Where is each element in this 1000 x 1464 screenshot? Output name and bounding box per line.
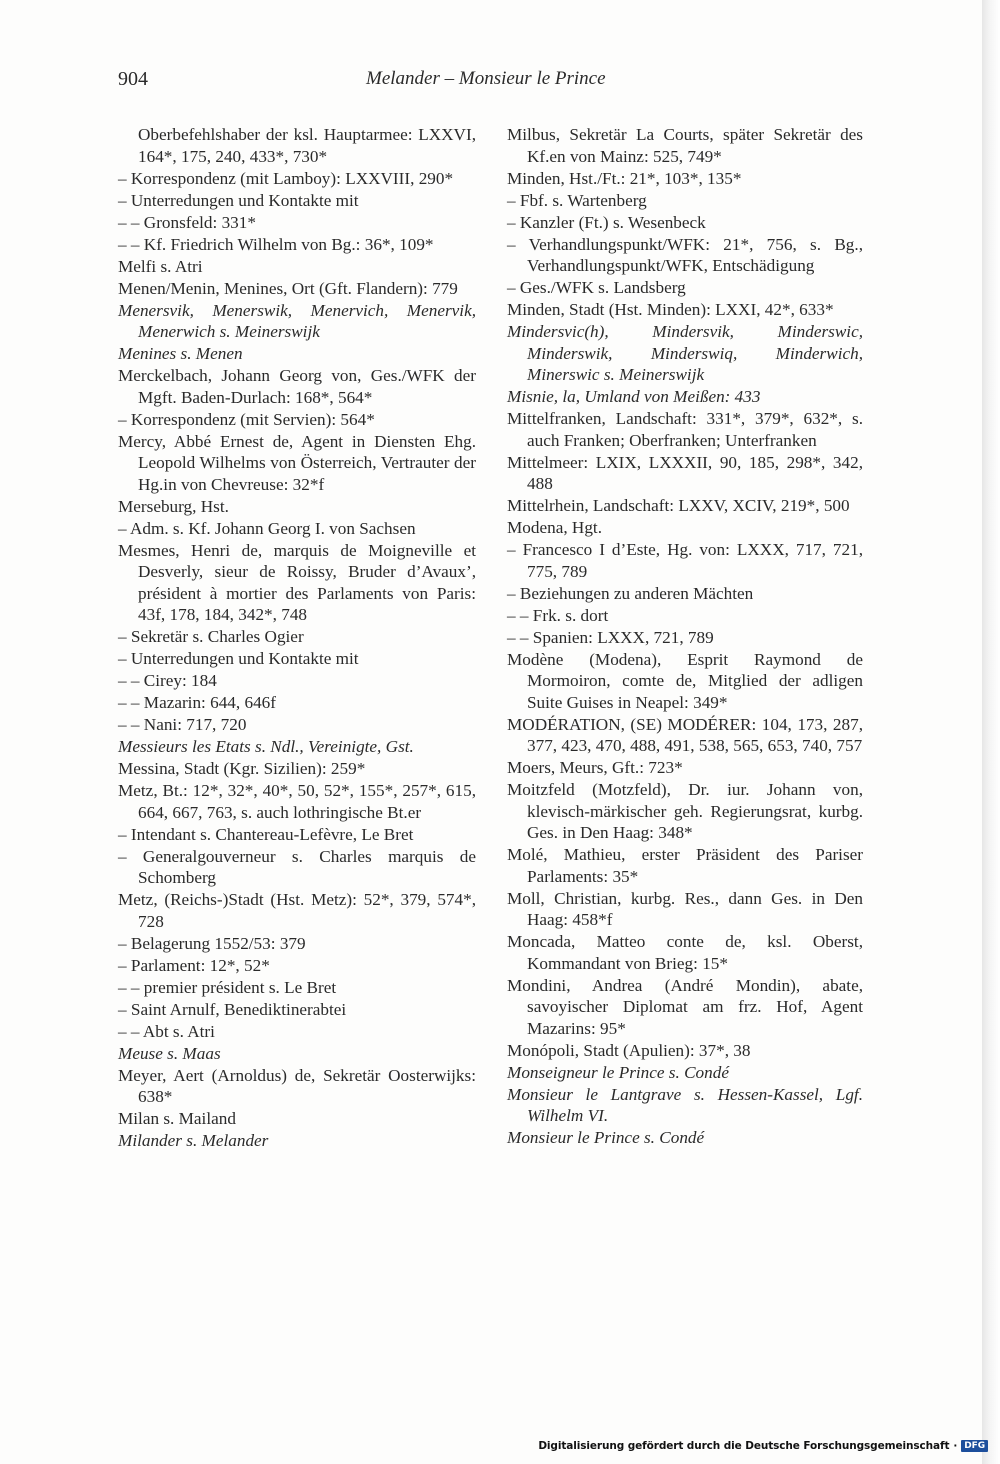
index-entry: MODÉRATION, (SE) MODÉRER: 104, 173, 287, 377, 423, 470, 488, 491, 538, 565, 653, 740, 757 (507, 714, 863, 755)
index-entry: Messina, Stadt (Kgr. Sizilien): 259* (118, 759, 366, 778)
index-entry: Moll, Christian, kurbg. Res., dann Ges. in Den Haag: 458*f (507, 888, 863, 929)
index-subentry: – – Gronsfeld: 331* (118, 212, 256, 232)
dfg-logo: DFG (961, 1440, 988, 1452)
index-subentry: – Korrespondenz (mit Lamboy): LXXVIII, 290* (118, 168, 454, 188)
index-subentry: – Beziehungen zu anderen Mächten (507, 583, 754, 603)
footer-separator: · (953, 1440, 958, 1452)
index-subentry: – – Cirey: 184 (118, 671, 217, 690)
index-entry: Moncada, Matteo conte de, ksl. Oberst, Kommandant von Brieg: 15* (507, 932, 863, 973)
index-column-left (118, 124, 476, 1152)
index-entry: Mercy, Abbé Ernest de, Agent in Diensten Ehg. Leopold Wilhelms von Österreich, Vertrauter der Hg.in von Chevreuse: 32*f (118, 431, 476, 494)
index-entry: Milbus, Sekretär La Courts, später Sekretär des Kf.en von Mainz: 525, 749* (507, 125, 863, 166)
index-subentry: – Belagerung 1552/53: 379 (118, 933, 306, 953)
index-entry: Monseigneur le Prince s. Condé (507, 1062, 729, 1082)
index-entry: Monópoli, Stadt (Apulien): 37*, 38 (507, 1040, 751, 1060)
index-subentry: – Unterredungen und Kontakte mit (118, 649, 359, 668)
index-entry: Meyer, Aert (Arnoldus) de, Sekretär Oosterwijks: 638* (118, 1065, 476, 1106)
index-entry: Mindersvic(h), Mindersvik, Minderswic, Minderswik, Minderswiq, Minderwich, Minerswic s. Meinerswijk (507, 322, 863, 384)
index-entry: Menen/Menin, Menines, Ort (Gft. Flandern): 779 (118, 278, 458, 298)
index-subentry: – Saint Arnulf, Benediktinerabtei (118, 999, 347, 1019)
footer-text: Digitalisierung gefördert durch die Deutsche Forschungsgemeinschaft (538, 1440, 950, 1452)
index-entry: Mondini, Andrea (André Mondin), abate, savoyischer Diplomat am frz. Hof, Agent Mazarins: 95* (507, 975, 863, 1038)
index-entry: Minden, Hst./Ft.: 21*, 103*, 135* (507, 168, 742, 188)
index-subentry: – – Frk. s. dort (507, 605, 609, 625)
index-entry: Milander s. Melander (118, 1131, 269, 1150)
index-entry: Metz, Bt.: 12*, 32*, 40*, 50, 52*, 155*, 257*, 615, 664, 667, 763, s. auch lothringische Bt.er (118, 781, 476, 822)
index-entry: Modena, Hgt. (507, 518, 602, 537)
index-entry: Moitzfeld (Motzfeld), Dr. iur. Johann von, klevisch-märkischer geh. Regierungsrat, kurbg. Ges. in Den Haag: 348* (507, 780, 863, 842)
index-subentry: – Kanzler (Ft.) s. Wesenbeck (507, 212, 706, 232)
index-entry: Mesmes, Henri de, marquis de Moigneville et Desverly, sieur de Roissy, Bruder d’Avaux’, président à mortier des Parlaments von Paris: 43f, 178, 184, 342*, 748 (118, 540, 476, 624)
running-title: Melander – Monsieur le Prince (366, 68, 606, 89)
index-entry: Monsieur le Prince s. Condé (507, 1128, 705, 1147)
index-subentry: – – Nani: 717, 720 (118, 715, 247, 734)
index-subentry: – – Mazarin: 644, 646f (118, 693, 276, 712)
index-subentry: – Parlament: 12*, 52* (118, 955, 270, 975)
index-subentry: – – Abt s. Atri (118, 1021, 215, 1041)
index-entry: Menines s. Menen (118, 344, 243, 363)
index-subentry: – Ges./WFK s. Landsberg (507, 278, 686, 297)
index-subentry: – Sekretär s. Charles Ogier (118, 627, 304, 646)
index-entry: Oberbefehlshaber der ksl. Hauptarmee: LXXVI, 164*, 175, 240, 433*, 730* (138, 125, 476, 166)
index-entry: Melfi s. Atri (118, 256, 203, 276)
index-subentry: – – Kf. Friedrich Wilhelm von Bg.: 36*, 109* (118, 234, 434, 254)
index-entry: Minden, Stadt (Hst. Minden): LXXI, 42*, 633* (507, 300, 834, 319)
index-subentry: – Unterredungen und Kontakte mit (118, 190, 359, 210)
index-entry: Mittelrhein, Landschaft: LXXV, XCIV, 219*, 500 (507, 496, 850, 515)
index-subentry: – Francesco I d’Este, Hg. von: LXXX, 717, 721, 775, 789 (507, 540, 863, 581)
page-header (118, 68, 868, 98)
index-entry: Menersvik, Menerswik, Menervich, Menervik, Menerwich s. Meinerswijk (118, 300, 476, 341)
index-entry: Monsieur le Lantgrave s. Hessen-Kassel, Lgf. Wilhelm VI. (507, 1084, 863, 1125)
index-entry: Modène (Modena), Esprit Raymond de Mormoiron, comte de, Mitglied der adligen Suite Guises in Neapel: 349* (507, 649, 863, 712)
index-subentry: – – Spanien: LXXX, 721, 789 (507, 627, 714, 647)
page-edge-shadow (982, 0, 1000, 1464)
index-subentry: – Intendant s. Chantereau-Lefèvre, Le Bret (118, 824, 414, 844)
index-column-right (507, 124, 863, 1149)
index-entry: Metz, (Reichs-)Stadt (Hst. Metz): 52*, 379, 574*, 728 (118, 890, 476, 931)
index-subentry: – Generalgouverneur s. Charles marquis de Schomberg (118, 846, 476, 887)
index-entry: Misnie, la, Umland von Meißen: 433 (507, 387, 761, 406)
index-subentry: – Korrespondenz (mit Servien): 564* (118, 409, 375, 429)
index-entry: Merseburg, Hst. (118, 496, 229, 516)
index-entry: Molé, Mathieu, erster Präsident des Pariser Parlaments: 35* (507, 845, 863, 886)
page-number: 904 (118, 68, 148, 90)
index-entry: Merckelbach, Johann Georg von, Ges./WFK der Mgft. Baden-Durlach: 168*, 564* (118, 366, 476, 407)
index-subentry: – Adm. s. Kf. Johann Georg I. von Sachsen (118, 518, 416, 538)
index-entry: Mittelmeer: LXIX, LXXXII, 90, 185, 298*, 342, 488 (507, 452, 863, 493)
digitization-footer (538, 1440, 988, 1452)
index-entry: Moers, Meurs, Gft.: 723* (507, 758, 683, 777)
index-entry: Milan s. Mailand (118, 1109, 236, 1128)
index-subentry: – Verhandlungspunkt/WFK: 21*, 756, s. Bg., Verhandlungspunkt/WFK, Entschädigung (507, 234, 863, 275)
index-subentry: – Fbf. s. Wartenberg (507, 190, 647, 210)
index-entry: Messieurs les Etats s. Ndl., Vereinigte, Gst. (118, 737, 414, 756)
index-entry: Meuse s. Maas (118, 1043, 221, 1063)
index-entry: Mittelfranken, Landschaft: 331*, 379*, 632*, s. auch Franken; Oberfranken; Unterfranken (507, 409, 863, 450)
index-subentry: – – premier président s. Le Bret (118, 977, 337, 997)
